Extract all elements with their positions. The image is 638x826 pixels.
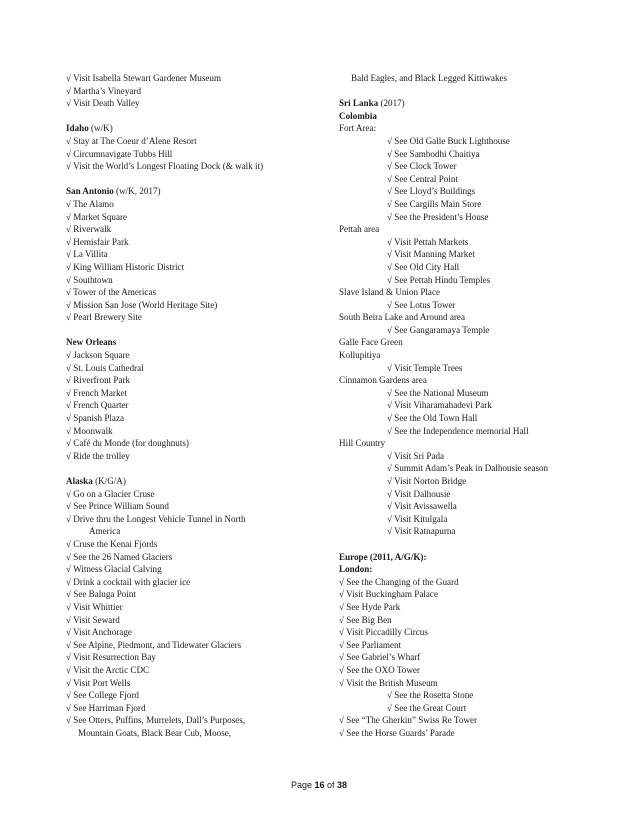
heading-note: (w/K) [88, 123, 113, 134]
checklist-item: √ Visit the World’s Longest Floating Dock (& walk it) [66, 161, 264, 172]
checklist-item: √ Pearl Brewery Site [66, 312, 142, 323]
checklist-item: √ Riverwalk [66, 224, 112, 235]
checklist-item: √ See the National Museum [387, 387, 489, 398]
checklist-item: √ Martha’s Vineyard [66, 85, 141, 96]
right-column [339, 72, 599, 739]
subheading: Fort Area: [339, 123, 377, 134]
checklist-item: √ Mission San Jose (World Heritage Site) [66, 299, 218, 310]
heading-title: Alaska [66, 476, 93, 486]
checklist-item: √ Drive thru the Longest Vehicle Tunnel in North [66, 513, 246, 524]
checklist-item: √ See Parliament [339, 639, 402, 650]
checklist-item: √ Visit Buckingham Palace [339, 589, 438, 600]
total-pages-number: 38 [337, 780, 348, 790]
checklist-item: √ See Hyde Park [339, 601, 401, 612]
checklist-item: √ See College Fjord [66, 690, 139, 701]
footer-prefix: Page [290, 780, 315, 790]
spacer [66, 110, 316, 123]
section-heading [66, 185, 316, 198]
checklist-item: √ Summit Adam’s Peak in Dalhousie season [387, 463, 549, 474]
checklist-item: √ See Alpine, Piedmont, and Tidewater Glaciers [66, 639, 242, 650]
checklist-item: √ Jackson Square [66, 350, 130, 361]
checklist-item: √ Go on a Glacier Cruse [66, 488, 155, 499]
checklist-item: √ Visit Dalhousie [387, 488, 451, 499]
checklist-item: √ See Old Galle Buck Lighthouse [387, 135, 510, 146]
list-item-continuation: America [89, 526, 121, 537]
heading-title: Idaho [66, 123, 89, 134]
checklist-item: √ La Villita [66, 249, 108, 260]
checklist-item: √ See the Old Town Hall [387, 413, 478, 424]
checklist-item: √ See Cargills Main Store [387, 198, 482, 209]
section-heading [339, 110, 599, 123]
checklist-item: √ See Old City Hall [387, 261, 460, 272]
checklist-item: √ See Lloyd’s Buildings [387, 186, 476, 197]
checklist-item: √ Visit Sri Pada [387, 450, 445, 461]
checklist-item: √ See Clock Tower [387, 161, 457, 172]
heading-note: (K/G/A) [92, 476, 126, 486]
checklist-item: √ See “The Gherkin” Swiss Re Tower [339, 715, 478, 726]
checklist-item: √ Drink a cocktail with glacier ice [66, 576, 191, 587]
section-heading [339, 97, 599, 110]
checklist-item: √ Café du Monde (for doughnuts) [66, 438, 189, 449]
heading-note: (w/K, 2017) [113, 186, 161, 197]
checklist-item: √ See the President’s House [387, 211, 489, 222]
heading-title: Sri Lanka [339, 98, 379, 109]
left-column [66, 72, 316, 739]
list-item-continuation: Mountain Goats, Black Bear Cub, Moose, [78, 727, 232, 738]
checklist-item: √ See Pettah Hindu Temples [387, 274, 491, 285]
checklist-item: √ French Market [66, 387, 128, 398]
checklist-item: √ Witness Glacial Calving [66, 564, 162, 575]
section-heading [339, 563, 599, 576]
checklist-item: √ See Baluga Point [66, 589, 136, 600]
checklist-item: √ See the Rosetta Stone [387, 690, 474, 701]
checklist-item: √ See Otters, Puffins, Murrelets, Dall’s Purposes, [66, 715, 246, 726]
checklist-item: √ Visit Whittier [66, 601, 123, 612]
checklist-item: √ Market Square [66, 211, 128, 222]
subheading: Kollupitiya [339, 350, 381, 361]
checklist-item: √ See the OXO Tower [339, 664, 420, 675]
checklist-item: √ Visit Isabella Stewart Gardener Museum [66, 73, 222, 83]
heading-title: Colombia [339, 110, 377, 121]
checklist-item: √ Visit the Arctic CDC [66, 664, 150, 675]
current-page-number: 16 [314, 780, 325, 790]
checklist-item: √ Visit Piccadilly Circus [339, 627, 428, 638]
checklist-item: √ Moonwalk [66, 425, 113, 436]
checklist-item: √ Visit Norton Bridge [387, 476, 467, 486]
page-footer [0, 780, 638, 790]
checklist-item: √ See Prince William Sound [66, 501, 169, 512]
checklist-item: √ See the Independence memorial Hall [387, 425, 529, 436]
spacer [66, 173, 316, 186]
subheading: Galle Face Green [339, 337, 403, 348]
checklist-item: √ King William Historic District [66, 261, 185, 272]
checklist-item: √ Cruse the Kenai Fjords [66, 538, 158, 549]
checklist-item: √ The Alamo [66, 198, 114, 209]
checklist-item: √ Visit Seward [66, 614, 120, 625]
checklist-item: √ French Quarter [66, 400, 129, 411]
checklist-item: √ Visit Kitulgala [387, 513, 448, 524]
checklist-item: √ Visit Pettah Markets [387, 236, 469, 247]
heading-title: Europe (2011, A/G/K): [339, 551, 427, 562]
checklist-item: √ See the Changing of the Guard [339, 576, 459, 587]
subheading: Pettah area [339, 224, 380, 235]
checklist-item: √ See Sambodhi Chaitiya [387, 148, 480, 159]
spacer [66, 324, 316, 337]
checklist-item: √ Visit Resurrection Bay [66, 652, 156, 663]
checklist-item: √ Visit Viharamahadevi Park [387, 400, 492, 411]
section-heading [66, 475, 316, 488]
checklist-item: √ See Big Ben [339, 614, 392, 625]
heading-note: (2017) [378, 98, 405, 109]
checklist-item: √ Spanish Plaza [66, 413, 125, 424]
spacer [66, 462, 316, 475]
checklist-item: √ Ride the trolley [66, 450, 130, 461]
heading-title: San Antonio [66, 186, 114, 197]
checklist-item: √ Visit Anchorage [66, 627, 132, 638]
checklist-item: √ Visit the British Museum [339, 677, 438, 688]
subheading: Cinnamon Gardens area [339, 375, 427, 386]
checklist-item: √ Southtown [66, 274, 113, 285]
section-heading [339, 551, 599, 564]
checklist-item: √ Visit Avissawella [387, 501, 457, 512]
checklist-item: √ Visit Death Valley [66, 98, 140, 109]
checklist-item: √ Circumnavigate Tubbs Hill [66, 148, 173, 159]
heading-title: London: [339, 564, 373, 575]
spacer [339, 85, 599, 98]
list-item-continuation: Bald Eagles, and Black Legged Kittiwakes [351, 73, 508, 83]
checklist-item: √ See the Horse Guards’ Parade [339, 727, 455, 738]
checklist-item: √ See Lotus Tower [387, 299, 456, 310]
spacer [339, 538, 599, 551]
checklist-item: √ Visit Manning Market [387, 249, 475, 260]
checklist-item: √ Visit Temple Trees [387, 362, 463, 373]
checklist-item: √ Tower of the Americas [66, 287, 157, 298]
checklist-item: √ St. Louis Cathedral [66, 362, 144, 373]
footer-middle: of [324, 780, 338, 790]
subheading: Slave Island & Union Place [339, 287, 441, 298]
section-heading [66, 122, 316, 135]
checklist-item: √ Stay at The Coeur d’Alene Resort [66, 135, 197, 146]
checklist-item: √ See the 26 Named Glaciers [66, 551, 173, 562]
subheading: South Beira Lake and Around area [339, 312, 466, 323]
section-heading [66, 336, 316, 349]
checklist-item: √ Visit Port Wells [66, 677, 131, 688]
checklist-item: √ See Gangaramaya Temple [387, 324, 490, 335]
checklist-item: √ Hemisfair Park [66, 236, 129, 247]
checklist-item: √ Visit Ratnapurna [387, 526, 456, 537]
checklist-item: √ See Central Point [387, 173, 458, 184]
subheading: Hill Country [339, 438, 386, 449]
checklist-item: √ See the Great Court [387, 702, 467, 713]
checklist-item: √ See Gabriel’s Wharf [339, 652, 421, 663]
checklist-item: √ Riverfront Park [66, 375, 131, 386]
heading-title: New Orleans [66, 337, 117, 348]
checklist-item: √ See Harriman Fjord [66, 702, 146, 713]
